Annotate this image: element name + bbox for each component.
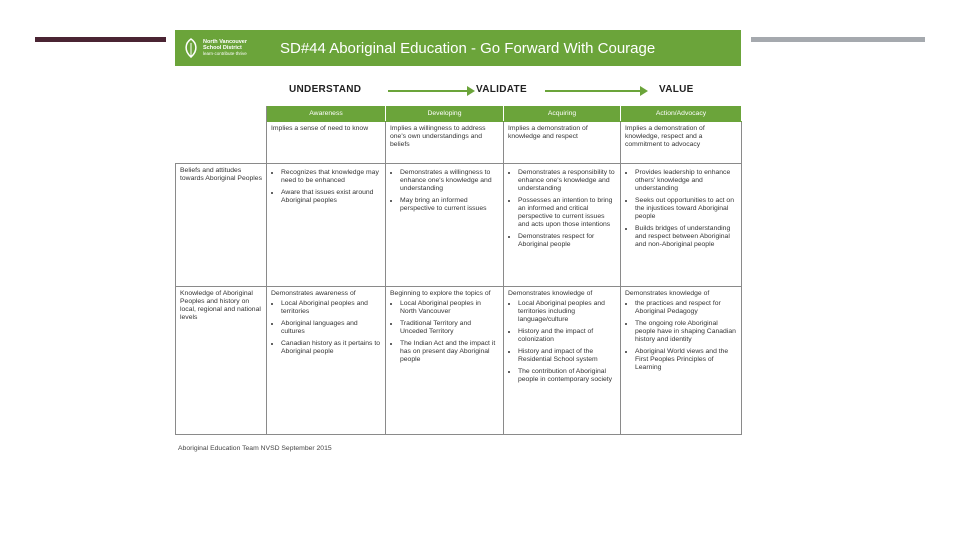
- list-item: • Demonstrates a willingness to enhance one's knowledge and understanding: [400, 169, 499, 193]
- table-cell: [621, 287, 742, 435]
- cell-intro: Demonstrates knowledge of: [625, 290, 710, 297]
- list-item: • Local Aboriginal peoples and territories including language/culture: [518, 300, 616, 324]
- row-label: Knowledge of Aboriginal Peoples and history on local, regional and national levels: [176, 287, 267, 435]
- list-item: • History and the impact of colonization: [518, 328, 616, 344]
- left-accent-rule: [35, 37, 166, 42]
- progression-flow: [175, 80, 741, 100]
- flow-understand: UNDERSTAND: [289, 84, 362, 95]
- column-header: Awareness: [267, 107, 386, 122]
- list-item: • The contribution of Aboriginal people in contemporary society: [518, 368, 616, 384]
- arrow-right-icon: [388, 90, 468, 92]
- list-item: • Seeks out opportunities to act on the injustices toward Aboriginal people: [635, 197, 737, 221]
- empty-cell: [176, 122, 267, 164]
- list-item: • History and impact of the Residential School system: [518, 348, 616, 364]
- list-item: • The Indian Act and the impact it has on present day Aboriginal people: [400, 340, 499, 364]
- table-cell: [621, 164, 742, 287]
- right-accent-rule: [751, 37, 925, 42]
- list-item: • Aboriginal languages and cultures: [281, 320, 381, 336]
- list-item: • The ongoing role Aboriginal people have in shaping Canadian history and identity: [635, 320, 737, 344]
- list-item: • Traditional Territory and Unceded Territory: [400, 320, 499, 336]
- list-item: • Local Aboriginal peoples and territories: [281, 300, 381, 316]
- column-header: Developing: [386, 107, 504, 122]
- list-item: • Recognizes that knowledge may need to be enhanced: [281, 169, 381, 185]
- list-item: • Aboriginal World views and the First Peoples Principles of Learning: [635, 348, 737, 372]
- column-header: Action/Advocacy: [621, 107, 742, 122]
- list-item: • Provides leadership to enhance others' knowledge and understanding: [635, 169, 737, 193]
- embedded-document: [175, 30, 741, 460]
- flow-validate: VALIDATE: [476, 84, 527, 95]
- logo-tagline: learn·contribute·thrive: [203, 51, 247, 56]
- title-banner: [175, 30, 741, 66]
- table-cell: [504, 287, 621, 435]
- list-item: • Possesses an intention to bring an informed and critical perspective to current issues and acts upon those intentions: [518, 197, 616, 229]
- table-cell: [267, 287, 386, 435]
- district-logo-text: [203, 39, 247, 57]
- list-item: • Demonstrates a responsibility to enhance one's knowledge and understanding: [518, 169, 616, 193]
- source-caption: Aboriginal Education Team NVSD September 2015: [178, 445, 332, 452]
- table-cell: [504, 164, 621, 287]
- leaf-logo-icon: [181, 37, 201, 59]
- implies-cell: Implies a sense of need to know: [267, 122, 386, 164]
- implies-cell: Implies a willingness to address one's own understandings and beliefs: [386, 122, 504, 164]
- implies-cell: Implies a demonstration of knowledge, respect and a commitment to advocacy: [621, 122, 742, 164]
- document-title: SD#44 Aboriginal Education - Go Forward With Courage: [280, 40, 656, 57]
- list-item: • Demonstrates respect for Aboriginal people: [518, 233, 616, 249]
- list-item: • Aware that issues exist around Aboriginal peoples: [281, 189, 381, 205]
- logo-line-2: School District: [203, 45, 242, 51]
- flow-value: VALUE: [659, 84, 694, 95]
- list-item: • Local Aboriginal peoples in North Vancouver: [400, 300, 499, 316]
- list-item: • Builds bridges of understanding and respect between Aboriginal and non-Aboriginal people: [635, 225, 737, 249]
- list-item: • Canadian history as it pertains to Aboriginal people: [281, 340, 381, 356]
- arrow-right-icon: [545, 90, 641, 92]
- implies-cell: Implies a demonstration of knowledge and respect: [504, 122, 621, 164]
- logo-line-1: North Vancouver: [203, 39, 248, 45]
- row-label: Beliefs and attitudes towards Aboriginal Peoples: [176, 164, 267, 287]
- cell-intro: Demonstrates knowledge of: [508, 290, 593, 297]
- corner-cell: [176, 107, 267, 122]
- table-cell: [386, 164, 504, 287]
- list-item: • May bring an informed perspective to current issues: [400, 197, 499, 213]
- table-cell: [386, 287, 504, 435]
- list-item: • the practices and respect for Aboriginal Pedagogy: [635, 300, 737, 316]
- column-header: Acquiring: [504, 107, 621, 122]
- cell-intro: Beginning to explore the topics of: [390, 290, 491, 297]
- education-framework-table: [175, 106, 742, 435]
- table-cell: [267, 164, 386, 287]
- cell-intro: Demonstrates awareness of: [271, 290, 356, 297]
